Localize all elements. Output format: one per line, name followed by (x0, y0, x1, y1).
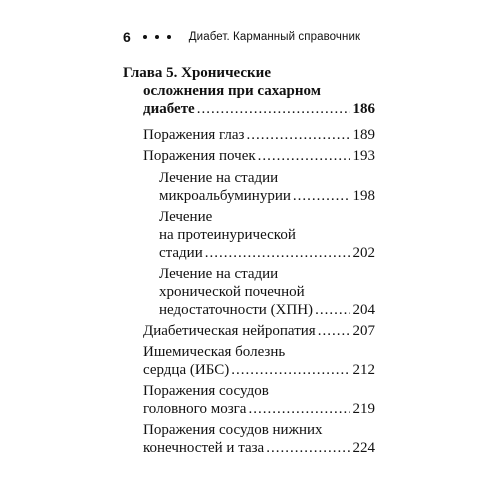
toc-entry-brain-vessels-line-1: Поражения сосудов (143, 383, 269, 399)
toc-entry-kidneys: Поражения почек ..... 193 (143, 147, 375, 165)
chapter-page: 186 (352, 101, 375, 117)
toc-entry-page: 193 (352, 148, 375, 164)
toc-entry-page: 202 (352, 245, 375, 261)
toc-entry-page: 198 (352, 188, 375, 204)
toc-entry-proteinuric-line-3: стадии ..... 202 (159, 244, 375, 262)
toc-entry-eyes: Поражения глаз ..... 189 (143, 126, 375, 144)
header-dots (143, 35, 179, 39)
toc-entry-page: 204 (352, 302, 375, 318)
toc-entry-ckd-line-1: Лечение на стадии (159, 266, 279, 282)
chapter-title-line-1: Глава 5. Хронические (123, 65, 271, 81)
toc-entry-microalbuminuria-line-1: Лечение на стадии (159, 170, 279, 186)
toc-entry-page: 207 (352, 323, 375, 339)
toc-entry-ckd-line-2: хронической почечной (159, 284, 305, 300)
toc-entry-ckd-line-3: недостаточности (ХПН) ..... 204 (159, 301, 375, 319)
running-header (123, 27, 360, 47)
toc-entry-page: 212 (352, 362, 375, 378)
chapter-title-line-3: диабете ..... 186 (143, 100, 375, 118)
toc-entry-proteinuric-line-2: на протеинурической (159, 227, 296, 243)
toc-entry-limb-vessels-line-1: Поражения сосудов нижних (143, 422, 323, 438)
toc-entry-page: 189 (352, 127, 375, 143)
chapter-title-line-2: осложнения при сахарном (143, 83, 321, 99)
page-number: 6 (123, 29, 131, 45)
toc-entry-neuropathy: Диабетическая нейропатия ..... 207 (143, 322, 375, 340)
toc-entry-proteinuric-line-1: Лечение (159, 209, 213, 225)
running-title: Диабет. Карманный справочник (188, 31, 361, 43)
toc-entry-microalbuminuria-line-2: микроальбуминурии ..... 198 (159, 187, 375, 205)
toc-entry-limb-vessels-line-2: конечностей и таза ..... 224 (143, 439, 375, 457)
toc-entry-brain-vessels-line-2: головного мозга ..... 219 (143, 400, 375, 418)
toc-entry-ihd-line-2: сердца (ИБС) ..... 212 (143, 361, 375, 379)
toc-entry-page: 219 (352, 401, 375, 417)
toc-entry-page: 224 (352, 440, 375, 456)
toc-entry-ihd-line-1: Ишемическая болезнь (143, 344, 286, 360)
